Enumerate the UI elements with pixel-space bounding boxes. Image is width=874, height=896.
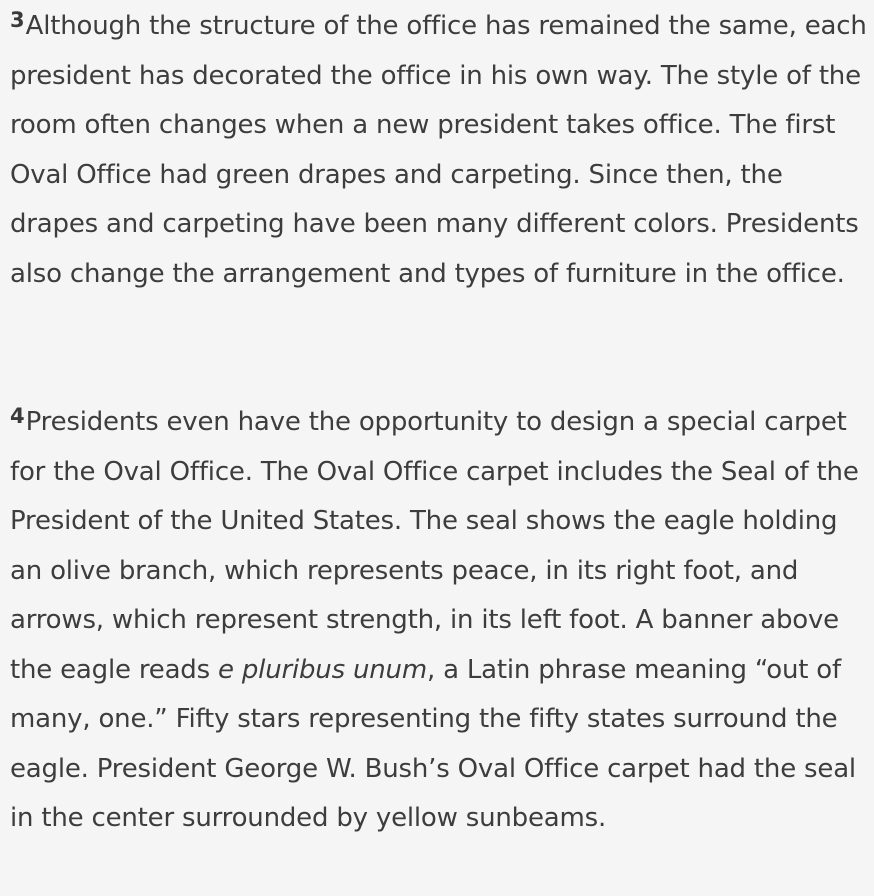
paragraph-number: 4 <box>10 404 25 428</box>
paragraph-text: Presidents even have the opportunity to design a special carpet for the Oval Office. The Oval Office carpet includes the Seal of the President of the United States. The seal shows the eagle holding an olive branch, which represents peace, in its right foot, and arrows, which represent strength, in its left foot. A banner above the eagle reads <box>10 407 859 685</box>
paragraph-4 <box>10 398 872 844</box>
paragraph-text: Although the structure of the office has remained the same, each president has decorated the office in his own way. The style of the room often changes when a new president takes office. The first Oval Office had green drapes and carpeting. Since then, the drapes and carpeting have been many different colors. Presidents also change the arrangement and types of furniture in the office. <box>10 11 867 289</box>
paragraph-3 <box>10 2 872 299</box>
paragraph-number: 3 <box>10 8 25 32</box>
paragraph-text-continued: , a Latin phrase meaning “out of many, one.” Fifty stars representing the fifty states surround the eagle. President George W. Bush’s Oval Office carpet had the seal in the center surrounded by yellow sunbeams. <box>10 654 856 833</box>
latin-phrase: e pluribus unum <box>218 654 427 685</box>
